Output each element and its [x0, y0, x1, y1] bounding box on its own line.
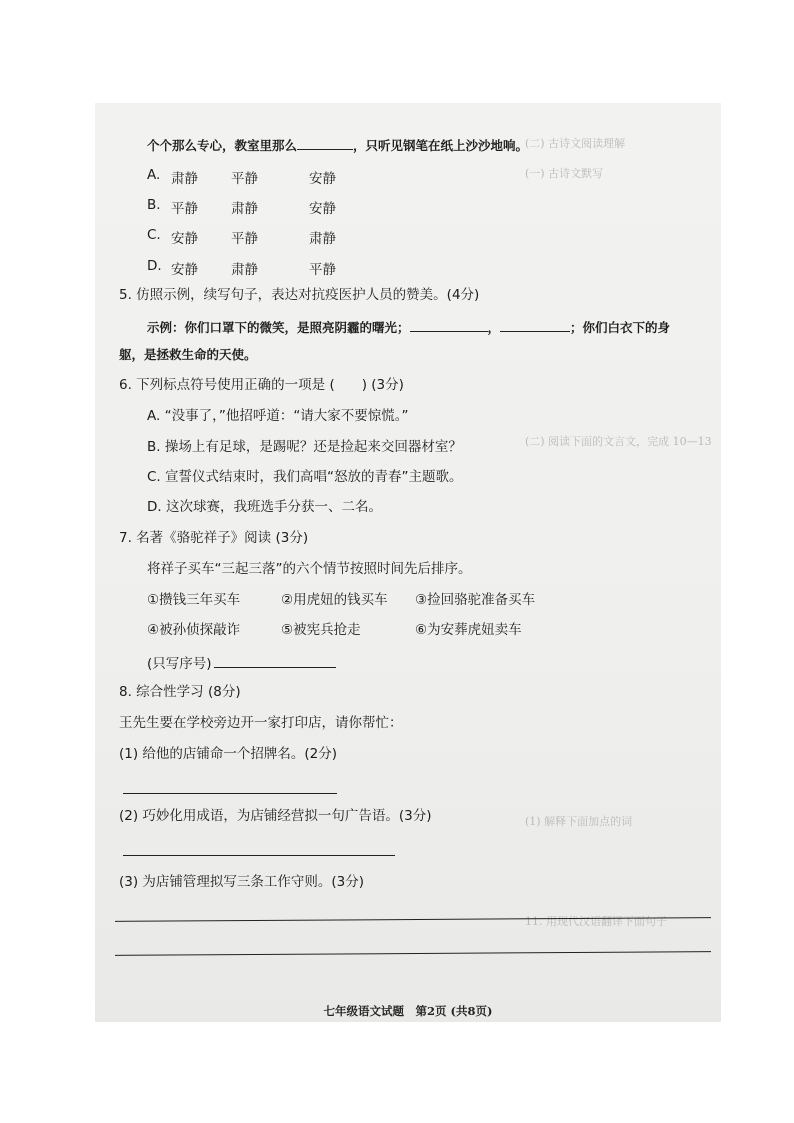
q7-event-5: ⑤被宪兵抢走 [281, 622, 361, 638]
bleed-through-text: (二) 阅读下面的文言文，完成 10—13 [525, 435, 712, 448]
q7-event-6: ⑥为安葬虎妞卖车 [415, 622, 522, 638]
q4-option-d[interactable]: D. 安静 肃静 平静 [147, 258, 336, 278]
q4-option-a[interactable]: A. 肃静 平静 安静 [147, 167, 336, 187]
bleed-through-text: (1) 解释下面加点的词 [525, 815, 633, 828]
q8-answer-line-2[interactable] [123, 855, 395, 856]
q6-option-d[interactable]: D. 这次球赛，我班选手分获一、二名。 [147, 499, 382, 515]
q7-title: 7. 名著《骆驼祥子》阅读 (3分) [119, 530, 309, 546]
q4-sentence: 个个那么专心，教室里那么 ，只听见钢笔在纸上沙沙地响。 [147, 138, 529, 153]
q8-answer-line-1[interactable] [123, 793, 337, 794]
q7-event-4: ④被孙侦探敲诈 [147, 622, 241, 638]
exam-page [95, 103, 721, 1022]
q5-title: 5. 仿照示例，续写句子，表达对抗疫医护人员的赞美。(4分) [119, 287, 480, 303]
q8-sub-2: (2) 巧妙化用成语，为店铺经营拟一句广告语。(3分) [119, 808, 432, 824]
q5-blank-2[interactable] [500, 319, 570, 332]
q6-option-a[interactable]: A. “没事了，”他招呼道：“请大家不要惊慌。” [147, 408, 409, 424]
q7-event-3: ③捡回骆驼准备买车 [415, 592, 536, 608]
q6-option-c[interactable]: C. 宣誓仪式结束时，我们高唱“怒放的青春”主题歌。 [147, 469, 463, 485]
q8-intro: 王先生要在学校旁边开一家打印店，请你帮忙： [119, 715, 403, 731]
q4-option-b[interactable]: B. 平静 肃静 安静 [147, 197, 336, 217]
q7-instruction: 将祥子买车“三起三落”的六个情节按照时间先后排序。 [147, 561, 472, 577]
q8-title: 8. 综合性学习 (8分) [119, 684, 241, 700]
q7-event-2: ②用虎妞的钱买车 [281, 592, 388, 608]
q8-sub-1: (1) 给他的店铺命一个招牌名。(2分) [119, 746, 338, 762]
q5-example: 示例：你们口罩下的微笑，是照亮阴霾的曙光； ， ；你们白衣下的身 [147, 320, 671, 335]
q4-option-c[interactable]: C. 安静 平静 肃静 [147, 227, 336, 247]
q8-sub-3: (3) 为店铺管理拟写三条工作守则。(3分) [119, 874, 365, 890]
q7-event-1: ①攒钱三年买车 [147, 592, 241, 608]
q5-blank-1[interactable] [410, 319, 488, 332]
q5-example-cont: 躯，是拯救生命的天使。 [119, 347, 257, 362]
q6-title: 6. 下列标点符号使用正确的一项是 ( ) (3分) [119, 377, 404, 393]
q6-option-b[interactable]: B. 操场上有足球，是踢呢？还是捡起来交回器材室？ [147, 439, 462, 455]
q7-answer-row: (只写序号) [147, 655, 336, 672]
q4-blank[interactable] [297, 137, 353, 150]
bleed-through-text: 11. 用现代汉语翻译下面句子 [525, 915, 667, 928]
page-footer: 七年级语文试题 第2页 (共8页) [323, 1004, 493, 1018]
q7-answer-blank[interactable] [214, 655, 336, 668]
bleed-through-text: (一) 古诗文默写 [525, 167, 604, 180]
q8-answer-line-4[interactable] [115, 951, 711, 956]
bleed-through-text: (二) 古诗文阅读理解 [525, 137, 626, 150]
